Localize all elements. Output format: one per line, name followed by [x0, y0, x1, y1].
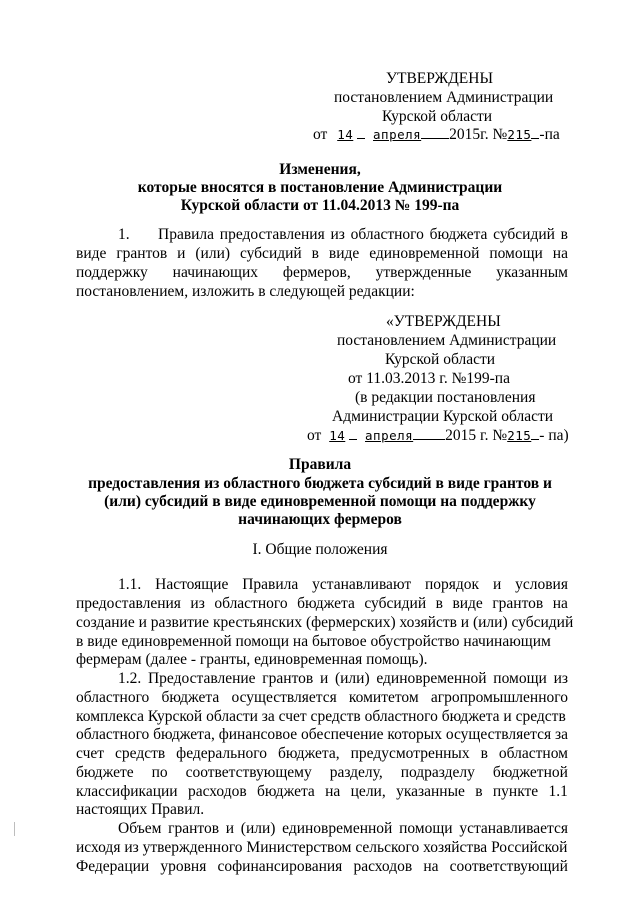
word: грантов [168, 820, 220, 837]
word: устанавливается [459, 820, 568, 837]
word: Правила [242, 576, 299, 593]
word: 1.1 [548, 783, 568, 800]
date-prefix: от [313, 126, 328, 143]
word: и [319, 670, 329, 687]
word: бюджета [161, 689, 220, 706]
word: расходов [353, 858, 413, 875]
word: 1.1. [118, 576, 142, 593]
word: на [552, 595, 568, 612]
word: областного [350, 226, 424, 243]
word: фермеров, [282, 264, 351, 281]
item1-line3 [76, 263, 568, 282]
word: утвержденные [375, 264, 472, 281]
word: цели, [350, 783, 386, 800]
word: пункте [492, 783, 539, 800]
word: по [151, 764, 168, 781]
inner-date-day: 14 [329, 428, 346, 443]
word: единовременной [369, 245, 480, 262]
document-number: 215 [507, 127, 532, 142]
changes-subtitle-1: которые вносятся в постановление Администрации [137, 179, 503, 196]
word: в [475, 783, 483, 800]
inner-region: Курской области [385, 351, 496, 368]
word: осуществляется [231, 689, 337, 706]
word: виде [76, 245, 107, 262]
word: Объем [118, 820, 162, 837]
word: бюджете [76, 764, 134, 781]
word: областном [498, 745, 568, 762]
word: на [552, 245, 568, 262]
p12-line2 [76, 688, 568, 707]
word: бюджета [429, 226, 488, 243]
approved-region-line: Курской области [382, 108, 493, 125]
inner-date-prefix: от [307, 427, 322, 444]
p12-line8: настоящих Правил. [76, 801, 205, 818]
word: в [435, 595, 443, 612]
word: грантов [116, 245, 168, 262]
word: порядок [424, 576, 480, 593]
inner-date-year: 2015 г. № [445, 427, 508, 444]
p12-line3: комплекса Курской области за счет средств областного бюджета и средств [76, 708, 566, 725]
item1-line4: постановлением, изложить в следующей редакции: [76, 283, 415, 300]
word: агропромышленного [430, 689, 568, 706]
word: из [330, 226, 345, 243]
inner-document-number: 215 [507, 428, 532, 443]
word: субсидий [493, 226, 555, 243]
p12-line4: областного бюджета, финансовое обеспечение которых осуществляется за [76, 726, 568, 743]
word: и [177, 245, 186, 262]
word: софинансирования [217, 858, 343, 875]
p12-line1 [118, 669, 568, 688]
inner-original-date: от 11.03.2013 г. №199-па [348, 370, 510, 387]
word: комитетом [348, 689, 419, 706]
word: единовременной [282, 820, 393, 837]
approved-date-line [313, 124, 560, 144]
word: и [492, 576, 502, 593]
p12-line5 [76, 744, 568, 763]
word: (или) [240, 820, 276, 837]
word: предусмотренных [350, 745, 470, 762]
word: бюджета [297, 595, 355, 612]
word: расходов [187, 783, 247, 800]
word: в [560, 226, 568, 243]
word: соответствующий [449, 858, 568, 875]
rules-title: Правила [288, 456, 352, 473]
word: бюджета, [277, 745, 340, 762]
word: соответствующему [185, 764, 312, 781]
blank-line [357, 124, 365, 139]
p11-line3: создание и развитие крестьянских (фермерских) хозяйств и (или) субсидий [76, 614, 574, 631]
date-month: апреля [373, 127, 422, 142]
p12-line6 [76, 763, 568, 782]
word: 1.2. [118, 670, 142, 687]
word: Предоставление [147, 670, 256, 687]
word: на [423, 858, 439, 875]
item1-line2 [76, 244, 568, 263]
inner-approved-heading: «УТВЕРЖДЕНЫ [386, 313, 501, 330]
word: областного [76, 689, 150, 706]
item1-line1 [158, 225, 568, 244]
rules-subtitle-3: начинающих фермеров [238, 511, 402, 528]
inner-date-line [307, 425, 569, 445]
p11-line2 [76, 594, 568, 613]
word: указанные [396, 783, 465, 800]
word: из [553, 670, 568, 687]
word: единовременной [376, 670, 487, 687]
word: разделу, [329, 764, 383, 781]
word: предоставления [76, 595, 181, 612]
word: субсидий [239, 245, 302, 262]
word: Правила [158, 226, 215, 243]
word: Федерации [76, 858, 150, 875]
p12-line7 [76, 782, 568, 801]
inner-edition-note: (в редакции постановления [355, 389, 536, 406]
date-year: 2015г. № [449, 126, 508, 143]
blank-line [349, 425, 357, 440]
inner-number-suffix: - па) [539, 427, 569, 444]
changes-subtitle-2: Курской области от 11.04.2013 № 199-па [180, 197, 460, 214]
rules-subtitle-1: предоставления из областного бюджета субсидий в виде грантов и [88, 475, 552, 492]
word: помощи [493, 670, 547, 687]
blank-line [413, 425, 445, 440]
word: подразделу [400, 764, 475, 781]
word: на [325, 783, 341, 800]
word: бюджетной [492, 764, 568, 781]
inner-admin-line: Администрации Курской области [332, 408, 554, 425]
word: в [480, 745, 488, 762]
word: предоставления [219, 226, 325, 243]
word: начинающих [172, 264, 259, 281]
word: классификации [76, 783, 178, 800]
approved-by-line: постановлением Администрации [334, 89, 554, 106]
word: Настоящие [155, 576, 229, 593]
p11-line4: в виде единовременной помощи на бытовое обустройство начинающим [76, 633, 551, 650]
date-day: 14 [337, 127, 354, 142]
p11-line1 [118, 575, 568, 594]
word: устанавливают [312, 576, 412, 593]
word: областного [214, 595, 288, 612]
word: грантов [492, 595, 544, 612]
word: уровня [160, 858, 207, 875]
word: средств [115, 745, 166, 762]
word: и [225, 820, 235, 837]
word: поддержку [76, 264, 148, 281]
number-suffix: -па [539, 126, 560, 143]
word: грантов [262, 670, 314, 687]
p13-line3 [76, 857, 568, 876]
word: в [311, 245, 319, 262]
word: федерального [176, 745, 267, 762]
approved-heading: УТВЕРЖДЕНЫ [386, 70, 493, 87]
word: виде [452, 595, 483, 612]
inner-date-month: апреля [365, 428, 414, 443]
item-number: 1. [118, 226, 130, 243]
word: (или) [334, 670, 370, 687]
word: субсидий [364, 595, 427, 612]
word: помощи [399, 820, 453, 837]
p13-line2: исходя из утвержденного Министерством сельского хозяйства Российской [76, 839, 568, 856]
blank-line [421, 124, 449, 139]
section-heading: I. Общие положения [252, 541, 388, 558]
word: (или) [195, 245, 231, 262]
p13-line1 [118, 819, 568, 838]
changes-title: Изменения, [279, 161, 361, 178]
p11-line5: фермерам (далее - гранты, единовременная помощь). [76, 651, 428, 668]
word: бюджета [257, 783, 315, 800]
rules-subtitle-2: (или) субсидий в виде единовременной помощи на поддержку [104, 493, 536, 510]
word: условия [515, 576, 568, 593]
word: счет [76, 745, 105, 762]
word: указанным [496, 264, 568, 281]
scan-margin-mark [14, 822, 15, 836]
word: помощи [489, 245, 543, 262]
word: виде [328, 245, 360, 262]
inner-approved-by: постановлением Администрации [337, 332, 557, 349]
word: из [190, 595, 205, 612]
